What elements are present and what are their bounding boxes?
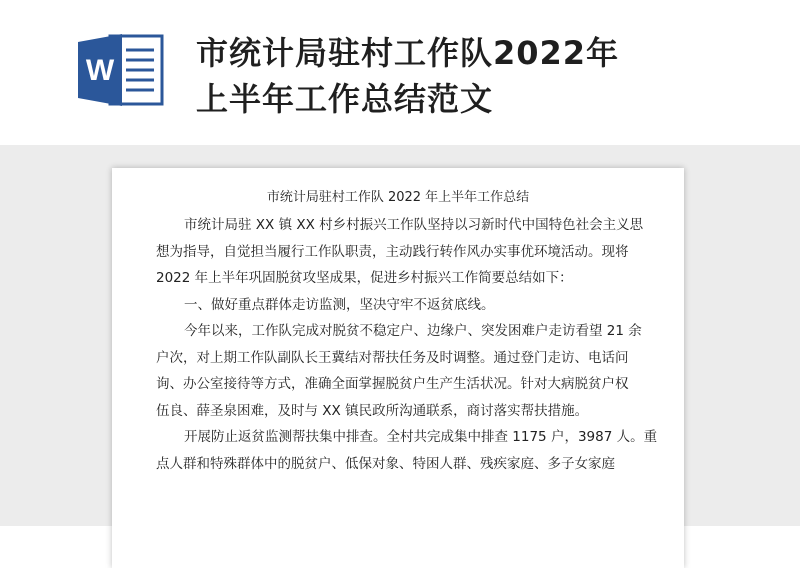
word-icon-letter: W [85, 54, 115, 87]
document-page [112, 168, 684, 568]
body-line: 想为指导，自觉担当履行工作队职责，主动践行转作风办实事优环境活动。现将 [156, 243, 629, 260]
page-title-line-2: 上半年工作总结范文 [196, 80, 494, 118]
body-line: 点人群和特殊群体中的脱贫户、低保对象、特困人群、残疾家庭、多子女家庭 [156, 455, 615, 472]
word-document-icon [76, 30, 166, 110]
body-line: 今年以来，工作队完成对脱贫不稳定户、边缘户、突发困难户走访看望 21 余 [184, 323, 642, 339]
header-banner [0, 0, 800, 150]
page-title-line-1: 市统计局驻村工作队2022年 [196, 34, 620, 72]
body-line: 伍良、薛圣泉困难，及时与 XX 镇民政所沟通联系，商讨落实帮扶措施。 [156, 402, 589, 419]
document-body [156, 212, 658, 477]
body-line: 开展防止返贫监测帮扶集中排查。全村共完成集中排查 1175 户，3987 人。重 [184, 429, 658, 445]
body-line: 2022 年上半年巩固脱贫攻坚成果，促进乡村振兴工作简要总结如下： [156, 270, 573, 286]
body-line: 询、办公室接待等方式，准确全面掌握脱贫户生产生活状况。针对大病脱贫户权 [156, 376, 629, 392]
document-title: 市统计局驻村工作队 2022 年上半年工作总结 [266, 190, 530, 205]
body-line: 市统计局驻 XX 镇 XX 村乡村振兴工作队坚持以习新时代中国特色社会主义思 [184, 217, 644, 233]
page-title [196, 30, 619, 122]
body-line: 户次，对上期工作队副队长王冀结对帮扶任务及时调整。通过登门走访、电话问 [156, 349, 629, 366]
section-heading: 一、做好重点群体走访监测，坚决守牢不返贫底线。 [184, 296, 495, 313]
